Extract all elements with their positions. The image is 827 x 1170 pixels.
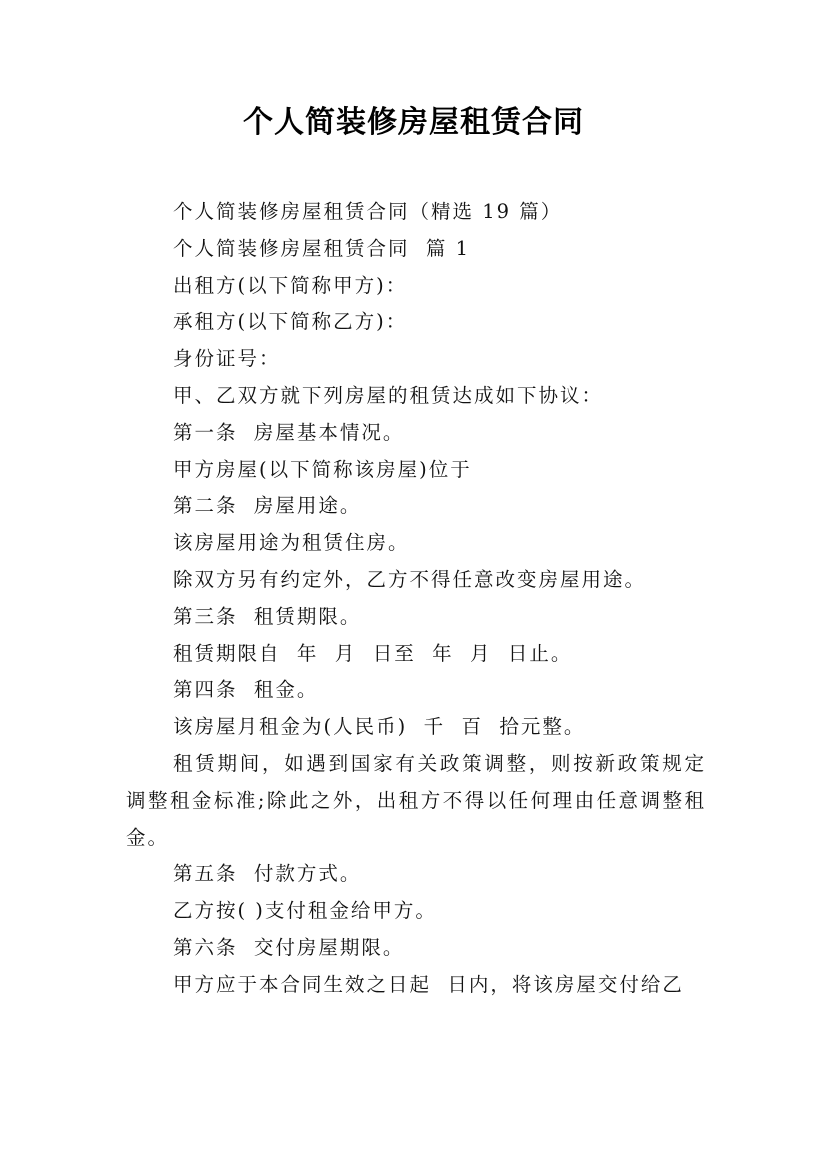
paragraph-intro: 个人简装修房屋租赁合同（精选 19 篇） (173, 200, 563, 223)
document-body (126, 194, 706, 1004)
paragraph-article-3: 第三条 租赁期限。 (173, 604, 362, 628)
paragraph-section-heading: 个人简装修房屋租赁合同 篇 1 (173, 236, 471, 260)
paragraph-delivery: 甲方应于本合同生效之日起 日内，将该房屋交付给乙 (173, 972, 684, 996)
paragraph-article-1: 第一条 房屋基本情况。 (173, 420, 405, 444)
paragraph-payment: 乙方按( )支付租金给甲方。 (173, 899, 437, 923)
paragraph-id-number: 身份证号： (173, 347, 281, 371)
paragraph-usage-restriction: 除双方另有约定外，乙方不得任意改变房屋用途。 (173, 567, 647, 591)
paragraph-article-6: 第六条 交付房屋期限。 (173, 935, 405, 959)
paragraph-location: 甲方房屋(以下简称该房屋)位于 (173, 457, 472, 481)
paragraph-agreement: 甲、乙双方就下列房屋的租赁达成如下协议： (173, 383, 604, 407)
document-title: 个人简装修房屋租赁合同 (243, 105, 584, 140)
paragraph-article-4: 第四条 租金。 (173, 678, 319, 702)
paragraph-monthly-rent: 该房屋月租金为(人民币) 千 百 拾元整。 (173, 715, 586, 739)
paragraph-lessor: 出租方(以下简称甲方)： (173, 273, 408, 297)
paragraph-rent-adjustment: 租赁期间，如遇到国家有关政策调整，则按新政策规定调整租金标准;除此之外，出租方不得以任何理由任意调整租金。 (126, 751, 706, 849)
paragraph-lease-term: 租赁期限自 年 月 日至 年 月 日止。 (173, 641, 573, 665)
paragraph-article-5: 第五条 付款方式。 (173, 862, 362, 886)
paragraph-article-2: 第二条 房屋用途。 (173, 494, 362, 518)
paragraph-lessee: 承租方(以下简称乙方)： (173, 310, 408, 334)
paragraph-usage: 该房屋用途为租赁住房。 (173, 531, 410, 555)
